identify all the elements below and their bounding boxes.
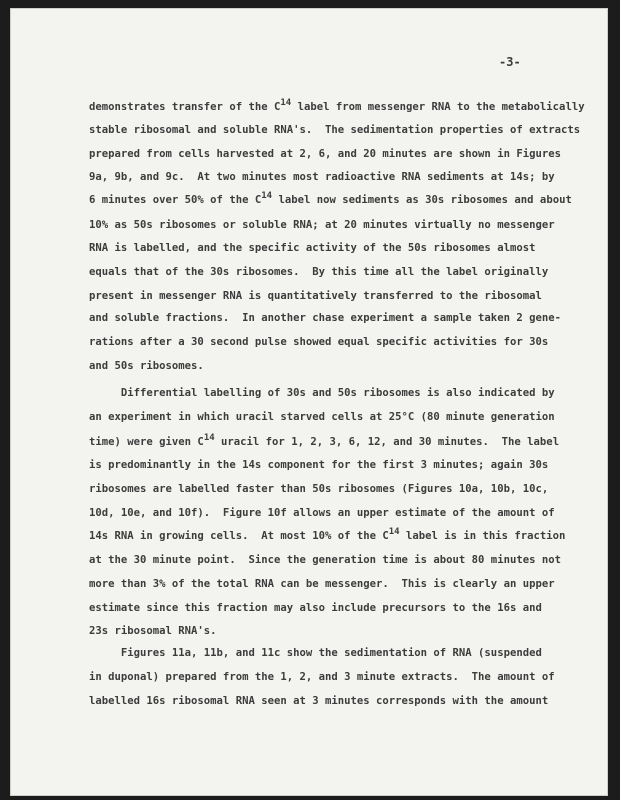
page-number: -3- xyxy=(499,55,521,69)
text-segment: equals that of the 30s ribosomes. By this time all the label originally xyxy=(89,266,549,278)
text-line xyxy=(89,483,548,495)
text-line xyxy=(89,507,555,519)
text-line xyxy=(89,459,548,471)
text-segment: more than 3% of the total RNA can be messenger. This is clearly an upper xyxy=(89,578,555,590)
text-line xyxy=(89,411,555,423)
text-line xyxy=(89,171,555,183)
text-segment: in duponal) prepared from the 1, 2, and 3 minute extracts. The amount of xyxy=(89,671,555,683)
text-line xyxy=(89,191,572,207)
text-line xyxy=(89,647,542,659)
text-line xyxy=(89,554,561,566)
superscript: 14 xyxy=(280,98,292,108)
text-line xyxy=(89,671,555,683)
text-segment: 9a, 9b, and 9c. At two minutes most radioactive RNA sediments at 14s; by xyxy=(89,171,555,183)
text-segment: RNA is labelled, and the specific activity of the 50s ribosomes almost xyxy=(89,242,536,254)
text-line xyxy=(89,602,542,614)
superscript: 14 xyxy=(261,191,273,201)
text-segment: prepared from cells harvested at 2, 6, and 20 minutes are shown in Figures xyxy=(89,148,561,160)
text-line xyxy=(89,433,560,449)
text-line xyxy=(89,266,548,278)
text-segment: label now sediments as 30s ribosomes and about xyxy=(272,194,572,206)
text-line xyxy=(89,387,555,399)
text-segment: 14s RNA in growing cells. At most 10% of the C xyxy=(89,530,389,542)
text-line xyxy=(89,219,555,231)
text-segment: Differential labelling of 30s and 50s ribosomes is also indicated by xyxy=(89,387,555,399)
text-segment: rations after a 30 second pulse showed equal specific activities for 30s xyxy=(89,336,549,348)
text-segment: 6 minutes over 50% of the C xyxy=(89,194,262,206)
superscript: 14 xyxy=(203,433,215,443)
document-page xyxy=(10,8,608,796)
text-line xyxy=(89,695,548,707)
text-line xyxy=(89,527,566,543)
text-segment: stable ribosomal and soluble RNA's. The sedimentation properties of extracts xyxy=(89,124,581,136)
text-segment: 23s ribosomal RNA's. xyxy=(89,625,217,637)
text-segment: 10% as 50s ribosomes or soluble RNA; at 20 minutes virtually no messenger xyxy=(89,219,555,231)
text-segment: labelled 16s ribosomal RNA seen at 3 minutes corresponds with the amount xyxy=(89,695,549,707)
text-line xyxy=(89,625,217,637)
text-segment: uracil for 1, 2, 3, 6, 12, and 30 minutes. The label xyxy=(214,436,560,448)
text-line xyxy=(89,336,548,348)
text-segment: is predominantly in the 14s component for the first 3 minutes; again 30s xyxy=(89,459,549,471)
text-segment: time) were given C xyxy=(89,436,204,448)
text-segment: ribosomes are labelled faster than 50s ribosomes (Figures 10a, 10b, 10c, xyxy=(89,483,549,495)
text-segment: present in messenger RNA is quantitatively transferred to the ribosomal xyxy=(89,290,542,302)
text-segment: label from messenger RNA to the metabolically xyxy=(291,101,585,113)
superscript: 14 xyxy=(388,527,400,537)
text-line xyxy=(89,360,204,372)
text-segment: demonstrates transfer of the C xyxy=(89,101,281,113)
text-line xyxy=(89,578,555,590)
text-segment: and soluble fractions. In another chase experiment a sample taken 2 gene- xyxy=(89,312,561,324)
text-segment: Figures 11a, 11b, and 11c show the sedimentation of RNA (suspended xyxy=(89,647,542,659)
text-line xyxy=(89,124,580,136)
text-line xyxy=(89,242,535,254)
text-segment: 10d, 10e, and 10f). Figure 10f allows an upper estimate of the amount of xyxy=(89,507,555,519)
text-line xyxy=(89,98,585,114)
text-segment: and 50s ribosomes. xyxy=(89,360,204,372)
text-line xyxy=(89,312,561,324)
text-segment: an experiment in which uracil starved cells at 25°C (80 minute generation xyxy=(89,411,555,423)
text-line xyxy=(89,290,542,302)
text-segment: estimate since this fraction may also include precursors to the 16s and xyxy=(89,602,542,614)
text-segment: at the 30 minute point. Since the generation time is about 80 minutes not xyxy=(89,554,561,566)
text-segment: label is in this fraction xyxy=(399,530,566,542)
text-line xyxy=(89,148,561,160)
